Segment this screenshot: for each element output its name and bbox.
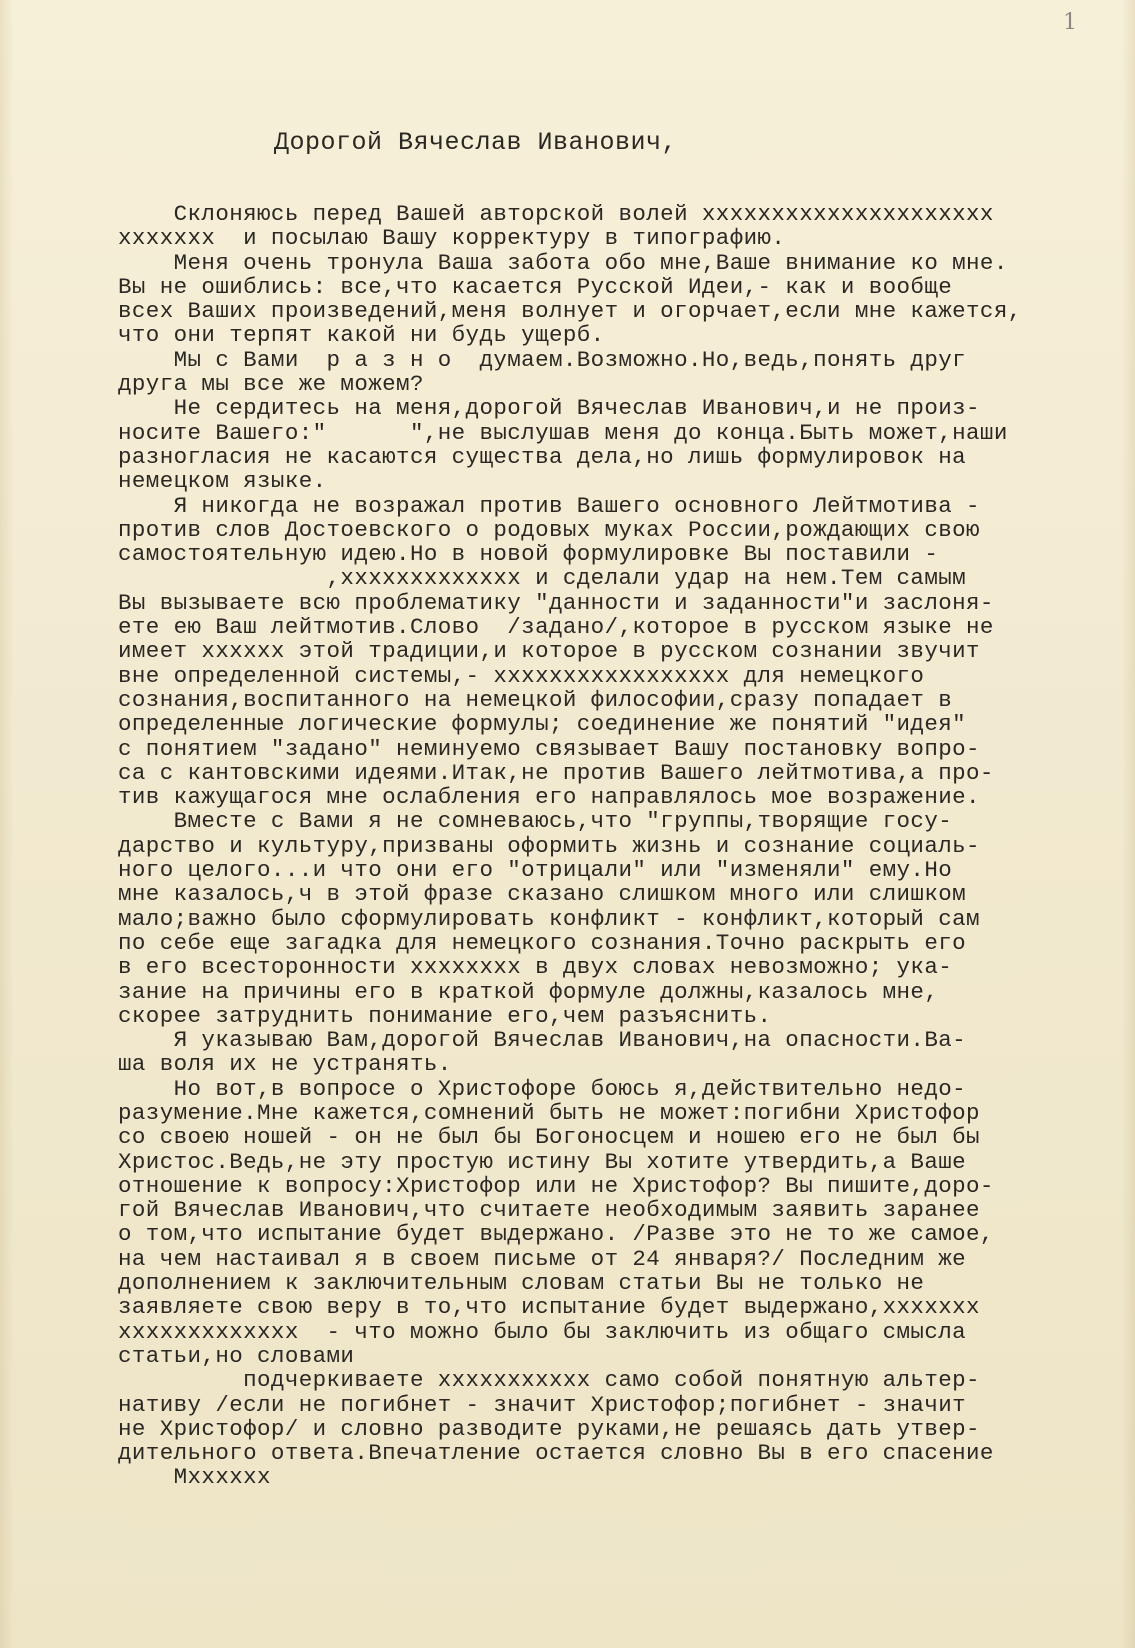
text-line: Не сердитесь на меня,дорогой Вячеслав Иванович,и не произ-: [118, 395, 980, 422]
text-line: Меня очень тронула Ваша забота обо мне,Ваше внимание ко мне.: [118, 249, 1008, 276]
text-line: самостоятельную идею.Но в новой формулировке Вы поставили -: [118, 541, 939, 568]
paper-edge-left: [0, 0, 14, 1648]
text-line: Мxxxxxx: [118, 1464, 271, 1491]
text-line: носите Вашего:" ",не выслушав меня до конца.Быть может,наши: [118, 419, 1008, 446]
text-line: что они терпят какой ни будь ущерб.: [118, 322, 605, 349]
text-line: тив кажущагося мне ослабления его направлялось мое возражение.: [118, 784, 980, 811]
text-line: имеет xxxxxx этой традиции,и которое в русском сознании звучит: [118, 638, 980, 665]
text-line: мало;важно было сформулировать конфликт - конфликт,который сам: [118, 905, 980, 932]
text-line: Христос.Ведь,не эту простую истину Вы хотите утвердить,а Ваше: [118, 1148, 967, 1175]
text-line: разумение.Мне кажется,сомнений быть не может:погибни Христофор: [118, 1099, 980, 1126]
text-line: подчеркиваете xxxxxxxxxxx само собой понятную альтер-: [118, 1367, 980, 1394]
text-line: разногласия не касаются существа дела,но лишь формулировок на: [118, 443, 967, 470]
text-line: Вместе с Вами я не сомневаюсь,что "группы,творящие госу-: [118, 808, 953, 835]
text-line: заявляете свою веру в то,что испытание будет выдержано,xxxxxxx: [118, 1294, 980, 1321]
text-line: с понятием "задано" неминуемо связывает Вашу постановку вопро-: [118, 735, 980, 762]
text-line: Я никогда не возражал против Вашего основного Лейтмотива -: [118, 492, 980, 519]
text-line: Вы вызываете всю проблематику "данности и заданности"и заслоня-: [118, 589, 994, 616]
text-line: немецком языке.: [118, 468, 327, 495]
text-line: о том,что испытание будет выдержано. /Разве это не то же самое,: [118, 1221, 994, 1248]
text-line: зание на причины его в краткой формуле должны,казалось мне,: [118, 978, 939, 1005]
text-line: по себе еще загадка для немецкого сознания.Точно раскрыть его: [118, 929, 967, 956]
text-line: определенные логические формулы; соединение же понятий "идея": [118, 711, 967, 738]
text-line: мне казалось,ч в этой фразе сказано слишком много или слишком: [118, 881, 967, 908]
text-line: Мы с Вами р а з н о думаем.Возможно.Но,ведь,понять друг: [118, 346, 967, 373]
text-line: са с кантовскими идеями.Итак,не против Вашего лейтмотива,а про-: [118, 759, 994, 786]
letter-body: [118, 202, 1078, 1490]
text-line: со своею ношей - он не был бы Богоносцем и ношею его не был бы: [118, 1124, 980, 1151]
text-line: Я указываю Вам,дорогой Вячеслав Иванович,на опасности.Ва-: [118, 1027, 967, 1054]
text-line: xxxxxxx и посылаю Вашу корректуру в типографию.: [118, 225, 786, 252]
text-line: xxxxxxxxxxxxx - что можно было бы заключить из общаго смысла: [118, 1318, 967, 1345]
salutation: Дорогой Вячеслав Иванович,: [274, 128, 678, 157]
text-line: Вы не ошиблись: все,что касается Русской Идеи,- как и вообще: [118, 273, 953, 300]
text-line: нативу /если не погибнет - значит Христофор;погибнет - значит: [118, 1391, 967, 1418]
text-line: ете ею Ваш лейтмотив.Слово /задано/,которое в русском языке не: [118, 614, 994, 641]
text-line: сознания,воспитанного на немецкой философии,сразу попадает в: [118, 686, 953, 713]
text-line: Но вот,в вопросе о Христофоре боюсь я,действительно недо-: [118, 1075, 967, 1102]
text-line: против слов Достоевского о родовых муках России,рождающих свою: [118, 516, 980, 543]
text-line: вне определенной системы,- xxxxxxxxxxxxxxxxx для немецкого: [118, 662, 925, 689]
page-number: 1: [1063, 10, 1077, 35]
text-line: не Христофор/ и словно разводите руками,не решаясь дать утвер-: [118, 1415, 980, 1442]
text-line: на чем настаивал я в своем письме от 24 января?/ Последним же: [118, 1245, 967, 1272]
paper-edge-right: [1121, 0, 1135, 1648]
text-line: статьи,но словами: [118, 1342, 355, 1369]
text-line: ,xxxxxxxxxxxxx и сделали удар на нем.Тем самым: [118, 565, 967, 592]
text-line: ного целого...и что они его "отрицали" или "изменяли" ему.Но: [118, 857, 953, 884]
text-line: отношение к вопросу:Христофор или не Христофор? Вы пишите,доро-: [118, 1172, 994, 1199]
text-line: скорее затруднить понимание его,чем разъяснить.: [118, 1002, 772, 1029]
text-line: дарство и культуру,призваны оформить жизнь и сознание социаль-: [118, 832, 980, 859]
text-line: всех Ваших произведений,меня волнует и огорчает,если мне кажется,: [118, 298, 1022, 325]
text-line: Склоняюсь перед Вашей авторской волей xxxxxxxxxxxxxxxxxxxxx: [118, 201, 994, 227]
text-line: в его всесторонности xxxxxxxx в двух словах невозможно; ука-: [118, 954, 953, 981]
text-line: друга мы все же можем?: [118, 371, 424, 398]
text-line: дительного ответа.Впечатление остается словно Вы в его спасение: [118, 1440, 994, 1467]
text-line: дополнением к заключительным словам статьи Вы не только не: [118, 1270, 925, 1297]
text-line: гой Вячеслав Иванович,что считаете необходимым заявить заранее: [118, 1197, 980, 1224]
text-line: ша воля их не устранять.: [118, 1051, 452, 1078]
